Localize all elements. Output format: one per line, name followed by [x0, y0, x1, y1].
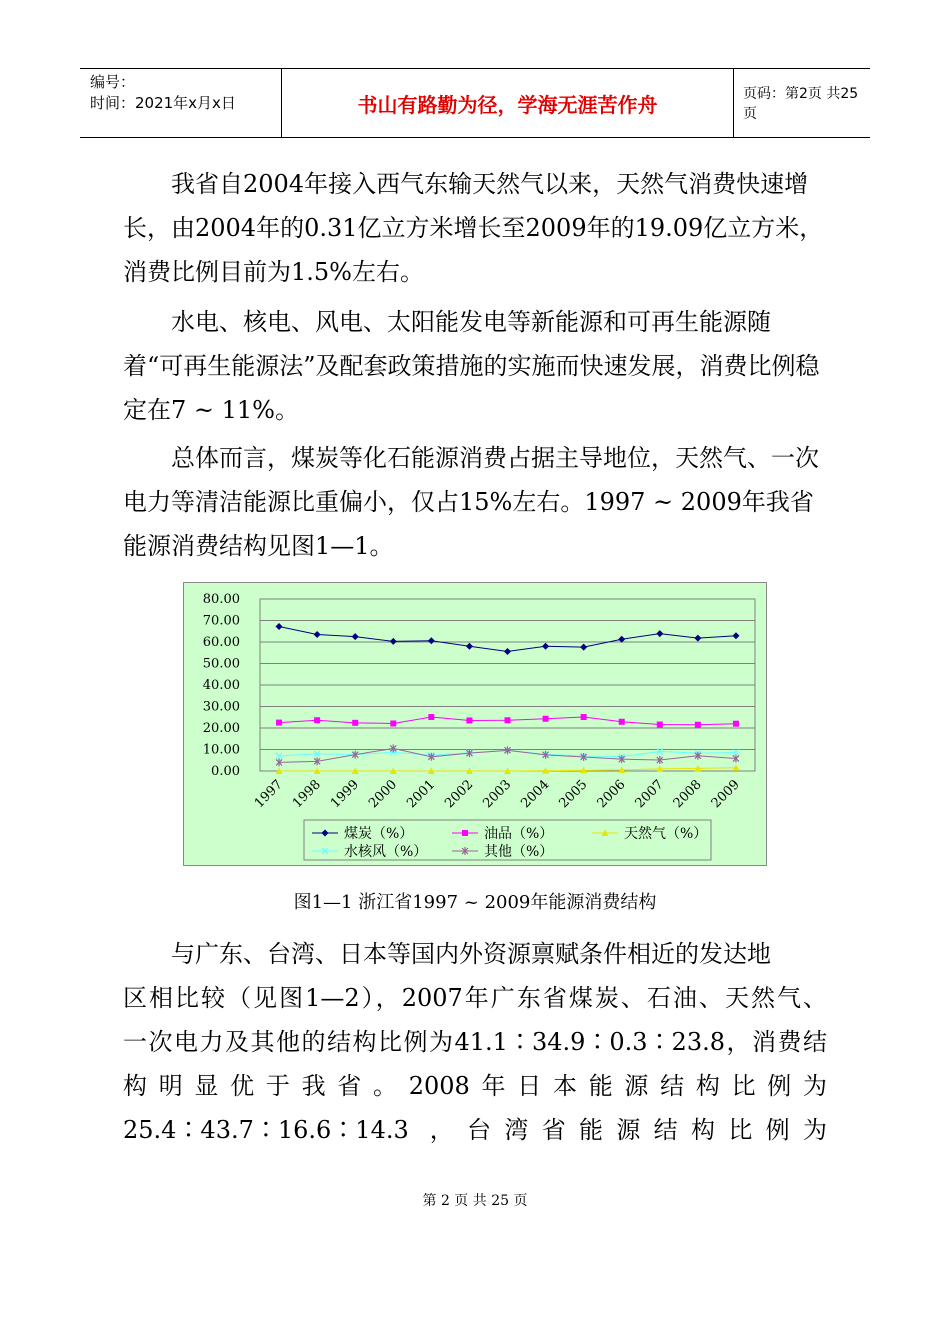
- y-tick-label: 10.00: [202, 742, 240, 758]
- y-tick-label: 80.00: [202, 592, 240, 607]
- y-tick-label: 60.00: [202, 635, 240, 650]
- paragraph-4: [123, 932, 827, 1152]
- legend-label: 煤炭（%）: [344, 826, 414, 842]
- paragraph-4-line-1: 与广东、台湾、日本等国内外资源禀赋条件相近的发达地: [171, 940, 771, 968]
- y-tick-label: 40.00: [202, 678, 240, 693]
- paragraph-3: [123, 436, 827, 568]
- data-point: [695, 722, 701, 728]
- data-point: [276, 720, 282, 726]
- y-tick-label: 70.00: [202, 613, 240, 629]
- data-point: [619, 719, 625, 725]
- x-tick-labels: [252, 777, 743, 811]
- x-tick-label: 2008: [670, 777, 705, 812]
- document-date-label: 时间：2021年x月x日: [90, 94, 236, 112]
- y-tick-labels: [203, 592, 240, 779]
- figure-caption: 图1—1 浙江省1997 ~ 2009年能源消费结构: [293, 892, 657, 913]
- x-tick-label: 2005: [556, 777, 591, 812]
- x-tick-label: 1997: [251, 777, 286, 812]
- legend-label: 其他（%）: [484, 844, 554, 860]
- x-tick-label: 2002: [442, 777, 477, 812]
- y-tick-label: 30.00: [202, 699, 240, 715]
- legend-marker: [462, 830, 468, 836]
- paragraph-4-line-4: 构明显优于我省。2008年日本能源结构比例为: [123, 1072, 827, 1100]
- header-meta-cell: [80, 69, 282, 137]
- paragraph-4-line-3: 一次电力及其他的结构比例为41.1∶34.9∶0.3∶23.8，消费结: [123, 1028, 827, 1056]
- y-tick-label: 50.00: [202, 656, 240, 672]
- x-tick-label: 2001: [404, 777, 439, 812]
- x-tick-label: 2006: [594, 777, 629, 812]
- x-tick-label: 2000: [366, 777, 401, 812]
- paragraph-2-text: 水电、核电、风电、太阳能发电等新能源和可再生能源随着“可再生能源法”及配套政策措施的实施而快速发展，消费比例稳定在7 ~ 11%。: [123, 308, 820, 424]
- paragraph-2: [123, 300, 827, 432]
- x-tick-label: 2009: [708, 777, 743, 812]
- legend-label: 水核风（%）: [344, 844, 428, 860]
- data-point: [352, 720, 358, 726]
- paragraph-3-text: 总体而言，煤炭等化石能源消费占据主导地位，天然气、一次电力等清洁能源比重偏小，仅占15%左右。1997 ~ 2009年我省能源消费结构见图1—1。: [123, 444, 819, 560]
- y-tick-label: 0.00: [211, 764, 240, 779]
- data-point: [505, 717, 511, 723]
- data-point: [581, 714, 587, 720]
- x-tick-label: 2007: [632, 777, 667, 812]
- y-tick-label: 20.00: [202, 721, 240, 736]
- legend-label: 天然气（%）: [624, 826, 708, 842]
- page-footer: 第 2 页 共 25 页: [422, 1193, 528, 1209]
- document-number-label: 编号：: [90, 73, 136, 91]
- energy-structure-chart: [183, 582, 767, 866]
- x-tick-label: 1998: [289, 777, 324, 812]
- header-page-label: 页码：第2页 共25页: [743, 86, 859, 122]
- paragraph-4-line-2: 区相比较（见图1—2），2007年广东省煤炭、石油、天然气、: [123, 984, 827, 1012]
- chart-svg: [184, 583, 766, 865]
- x-tick-label: 2004: [518, 777, 553, 812]
- paragraph-4-line-5: 25.4∶43.7∶16.6∶14.3 ，台湾省能源结构比例为: [123, 1116, 827, 1144]
- data-point: [543, 716, 549, 722]
- data-point: [314, 717, 320, 723]
- paragraph-1: [123, 162, 827, 294]
- document-header: [80, 68, 870, 138]
- legend-label: 油品（%）: [484, 826, 554, 842]
- paragraph-1-text: 我省自2004年接入西气东输天然气以来，天然气消费快速增长，由2004年的0.31亿立方米增长至2009年的19.09亿立方米，消费比例目前为1.5%左右。: [123, 170, 824, 286]
- data-point: [390, 720, 396, 726]
- data-point: [428, 714, 434, 720]
- data-point: [733, 721, 739, 727]
- data-point: [657, 722, 663, 728]
- data-point: [466, 717, 472, 723]
- x-tick-label: 1999: [328, 777, 363, 812]
- header-motto: 书山有路勤为径，学海无涯苦作舟: [282, 69, 734, 137]
- x-tick-label: 2003: [480, 777, 515, 812]
